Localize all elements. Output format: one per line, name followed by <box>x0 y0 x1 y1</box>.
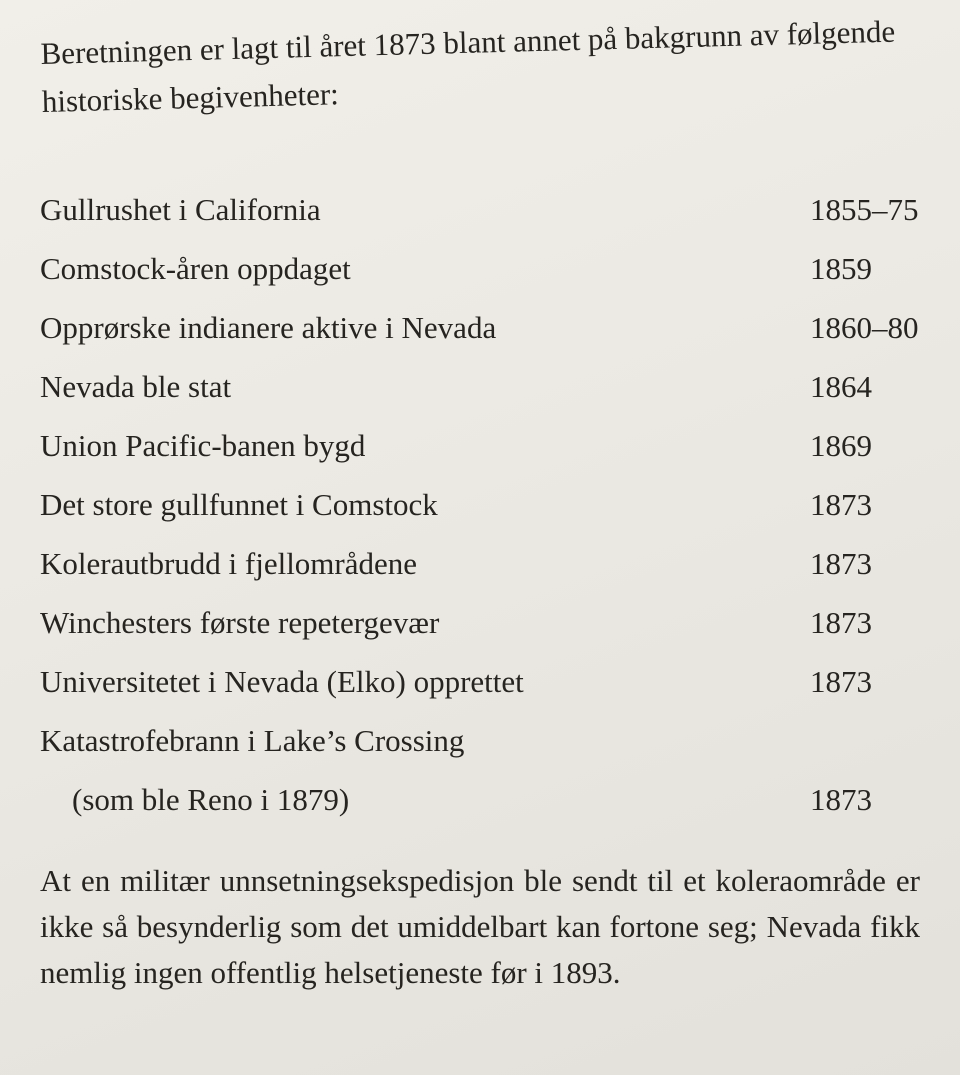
event-year: 1859 <box>810 251 872 286</box>
event-row <box>40 711 930 829</box>
event-subtitle: (som ble Reno i 1879) <box>72 782 350 817</box>
event-name: Gullrushet i California <box>40 192 321 227</box>
event-row <box>40 652 930 711</box>
event-year: 1873 <box>810 487 872 522</box>
closing-paragraph: At en militær unnsetningsekspedisjon ble sendt til et koleraområde er ikke så besynderlig som det umiddelbart kan fortone seg; Nevada fikk nemlig ingen offentlig helsetjeneste før i 1893. <box>40 863 920 990</box>
event-year: 1869 <box>810 428 872 463</box>
event-year: 1873 <box>810 782 872 817</box>
event-year: 1860–80 <box>810 310 919 345</box>
event-row <box>40 593 930 652</box>
event-name: Universitetet i Nevada (Elko) opprettet <box>40 664 524 699</box>
intro-paragraph: Beretningen er lagt til året 1873 blant annet på bakgrunn av følgende historiske begivenheter: <box>40 13 896 119</box>
event-name: Comstock-åren oppdaget <box>40 251 351 286</box>
event-year: 1873 <box>810 605 872 640</box>
event-name: Union Pacific-banen bygd <box>40 428 366 463</box>
event-year: 1873 <box>810 664 872 699</box>
event-list <box>40 180 930 829</box>
event-row <box>40 298 930 357</box>
event-name: Nevada ble stat <box>40 369 232 404</box>
event-year: 1864 <box>810 369 872 404</box>
event-year: 1855–75 <box>810 192 919 227</box>
event-row <box>40 534 930 593</box>
event-name: Det store gullfunnet i Comstock <box>40 487 438 522</box>
event-row <box>40 357 930 416</box>
event-year: 1873 <box>810 546 872 581</box>
event-row <box>40 416 930 475</box>
event-name: Kolerautbrudd i fjellområdene <box>40 546 418 581</box>
event-row <box>40 180 930 239</box>
event-name: Winchesters første repetergevær <box>40 605 440 640</box>
event-row <box>40 239 930 298</box>
event-name: Katastrofebrann i Lake’s Crossing <box>40 723 465 758</box>
event-name: Opprørske indianere aktive i Nevada <box>40 310 497 345</box>
event-row <box>40 475 930 534</box>
